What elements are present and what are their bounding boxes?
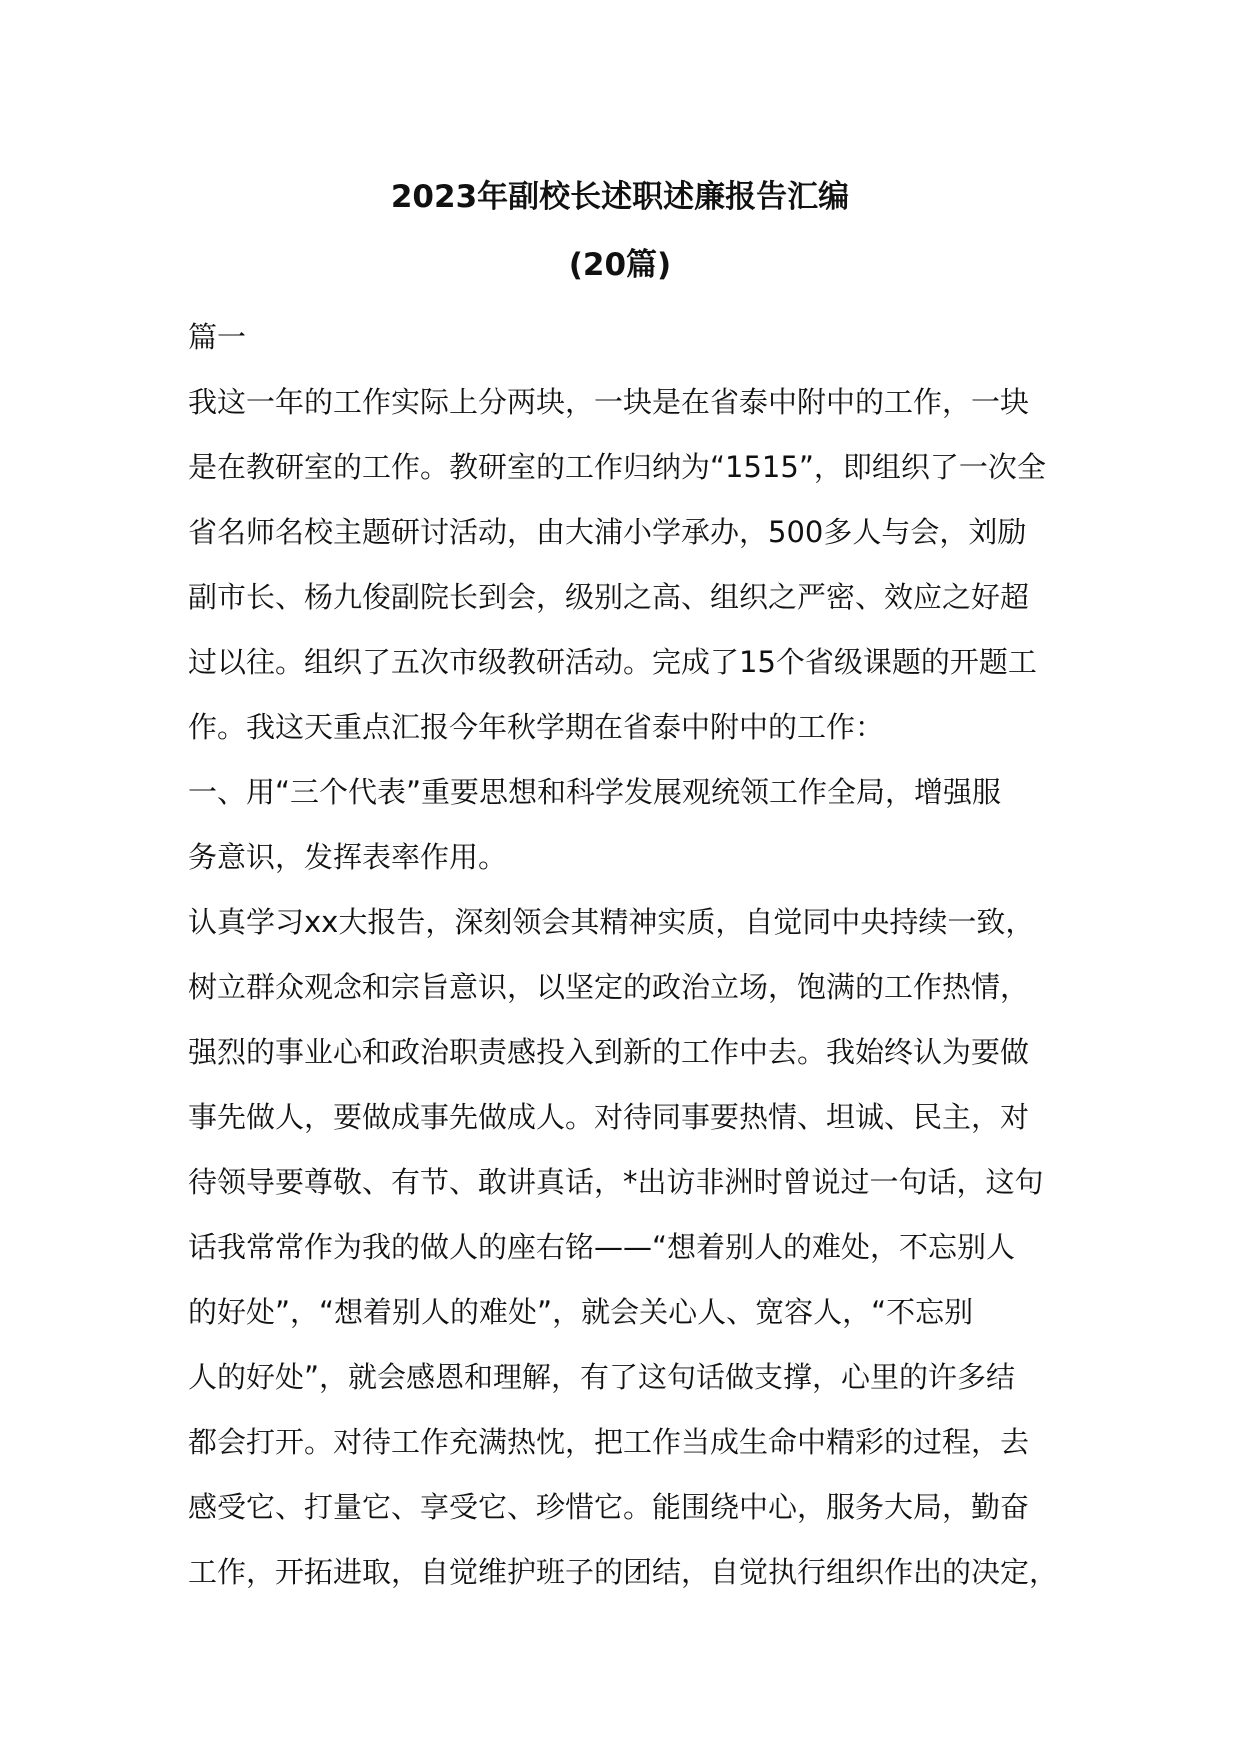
body-line: 话我常常作为我的做人的座右铭——“想着别人的难处，不忘别人 <box>188 1230 1016 1264</box>
body-line: 待领导要尊敬、有节、敢讲真话，*出访非洲时曾说过一句话，这句 <box>188 1165 1044 1199</box>
body-line: 的好处”，“想着别人的难处”，就会关心人、宽容人，“不忘别 <box>188 1295 974 1329</box>
body-line: 我这一年的工作实际上分两块，一块是在省泰中附中的工作，一块 <box>188 385 1030 419</box>
body-line: 都会打开。对待工作充满热忱，把工作当成生命中精彩的过程，去 <box>188 1425 1030 1459</box>
body-line: 工作，开拓进取，自觉维护班子的团结，自觉执行组织作出的决定， <box>188 1555 1059 1589</box>
body-line: 人的好处”，就会感恩和理解，有了这句话做支撑，心里的许多结 <box>188 1360 1016 1394</box>
document-title: 2023年副校长述职述廉报告汇编 <box>390 179 850 215</box>
body-line: 感受它、打量它、享受它、珍惜它。能围绕中心，服务大局，勤奋 <box>188 1490 1030 1524</box>
body-line: 事先做人，要做成事先做成人。对待同事要热情、坦诚、民主，对 <box>188 1100 1030 1134</box>
document-subtitle: (20篇) <box>568 247 672 283</box>
body-line: 务意识，发挥表率作用。 <box>188 840 508 874</box>
body-line: 省名师名校主题研讨活动，由大浦小学承办，500多人与会，刘励 <box>188 515 1027 549</box>
body-line: 是在教研室的工作。教研室的工作归纳为“1515”，即组织了一次全 <box>188 450 1046 484</box>
body-line: 认真学习xx大报告，深刻领会其精神实质，自觉同中央持续一致， <box>188 905 1035 939</box>
document-body <box>188 305 1088 1605</box>
body-line: 强烈的事业心和政治职责感投入到新的工作中去。我始终认为要做 <box>188 1035 1030 1069</box>
section-heading: 篇一 <box>188 320 247 354</box>
body-line: 副市长、杨九俊副院长到会，级别之高、组织之严密、效应之好超 <box>188 580 1030 614</box>
body-line: 树立群众观念和宗旨意识，以坚定的政治立场，饱满的工作热情， <box>188 970 1030 1004</box>
body-line: 一、用“三个代表”重要思想和科学发展观统领工作全局，增强服 <box>188 775 1002 809</box>
body-line: 过以往。组织了五次市级教研活动。完成了15个省级课题的开题工 <box>188 645 1037 679</box>
body-line: 作。我这天重点汇报今年秋学期在省泰中附中的工作： <box>188 710 885 744</box>
